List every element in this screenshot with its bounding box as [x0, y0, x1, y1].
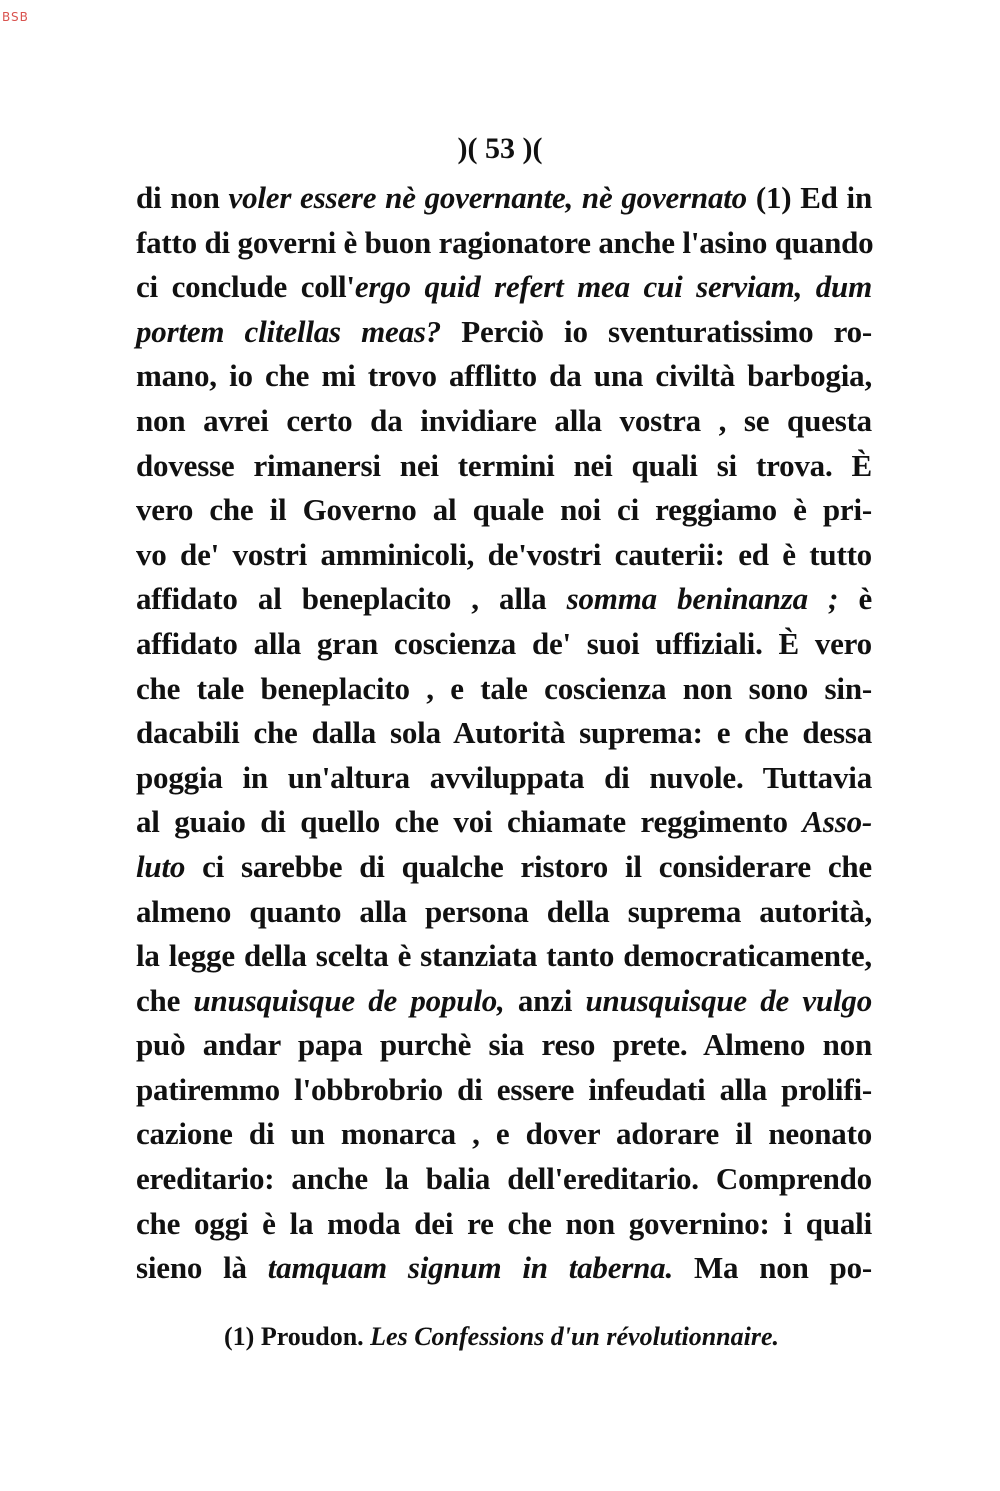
text-segment: non avrei certo da invidiare alla vostra , se questa: [136, 402, 872, 438]
text-line: [136, 221, 872, 266]
text-line: [136, 1157, 872, 1202]
text-line: [136, 399, 872, 444]
text-segment: affidato alla gran coscienza de' suoi uffiziali. È vero: [136, 625, 872, 661]
italic-phrase: luto: [136, 848, 186, 884]
text-line: [136, 1202, 872, 1247]
text-line: [136, 1023, 872, 1068]
text-line: [136, 622, 872, 667]
italic-phrase: voler essere nè governante, nè governato: [228, 180, 747, 215]
text-line: [136, 310, 872, 355]
text-segment: fatto di governi è buon ragionatore anche l'asino quando: [136, 224, 874, 260]
text-segment: ereditario: anche la balia dell'ereditario. Comprendo: [136, 1161, 872, 1197]
text-segment: la legge della scelta è stanziata tanto democraticamente,: [136, 938, 872, 974]
text-segment: Ma non po-: [673, 1250, 872, 1286]
italic-phrase: unusquisque de vulgo: [585, 982, 873, 1018]
text-line: [136, 444, 872, 489]
text-line: [136, 845, 872, 890]
text-segment: vo de' vostri amminicoli, de'vostri cauterii: ed è tutto: [136, 536, 872, 572]
text-line: [136, 711, 872, 756]
text-line: [136, 890, 872, 935]
italic-phrase: unusquisque de populo,: [193, 982, 505, 1018]
text-segment: ci sarebbe di qualche ristoro il considerare che: [185, 848, 872, 884]
text-segment: vero che il Governo al quale noi ci reggiamo è pri-: [136, 492, 872, 528]
text-segment: di non: [136, 180, 229, 215]
text-segment: poggia in un'altura avviluppata di nuvole. Tuttavia: [136, 759, 872, 795]
text-segment: cazione di un monarca , e dover adorare il neonato: [136, 1116, 872, 1152]
text-line: [136, 934, 872, 979]
text-segment: è: [838, 581, 872, 617]
text-segment: anzi: [504, 982, 586, 1018]
text-line: [136, 488, 872, 533]
italic-phrase: somma beninanza ;: [566, 581, 839, 617]
text-line: [136, 1246, 872, 1291]
text-segment: può andar papa purchè sia reso prete. Almeno non: [136, 1027, 872, 1063]
text-line: [136, 800, 872, 845]
text-line: [136, 533, 872, 578]
italic-phrase: ergo quid refert mea cui serviam, dum: [354, 269, 872, 305]
italic-phrase: tamquam signum in taberna.: [267, 1250, 674, 1286]
footnote-ref: (1) Proudon.: [224, 1322, 371, 1351]
text-line: [136, 265, 872, 310]
footnote-title: Les Confessions d'un révolutionnaire.: [370, 1322, 780, 1351]
text-segment: che: [136, 982, 194, 1018]
text-segment: ci conclude coll': [136, 269, 355, 305]
library-watermark: BSB: [2, 10, 29, 24]
text-line: [136, 1112, 872, 1157]
text-segment: mano, io che mi trovo afflitto da una civiltà barbogia,: [136, 358, 872, 394]
text-segment: (1) Ed in: [746, 180, 873, 215]
text-segment: patiremmo l'obbrobrio di essere infeudati alla prolifi-: [136, 1071, 872, 1107]
text-segment: affidato al beneplacito , alla: [136, 581, 567, 617]
italic-phrase: Asso-: [802, 804, 872, 840]
text-segment: Perciò io sventuratissimo ro-: [441, 313, 872, 349]
footnote: [224, 1322, 779, 1352]
text-line: [136, 176, 872, 221]
text-segment: sieno là: [136, 1250, 268, 1286]
italic-phrase: portem clitellas meas?: [136, 313, 442, 349]
text-line: [136, 979, 872, 1024]
text-line: [136, 667, 872, 712]
page-number: )( 53 )(: [457, 132, 543, 165]
text-segment: che oggi è la moda dei re che non governino: i quali: [136, 1205, 872, 1241]
text-segment: al guaio di quello che voi chiamate reggimento: [136, 804, 803, 840]
body-text: [136, 176, 872, 1291]
text-segment: dacabili che dalla sola Autorità suprema: e che dessa: [136, 715, 872, 751]
text-segment: almeno quanto alla persona della suprema autorità,: [136, 893, 872, 929]
text-line: [136, 354, 872, 399]
text-line: [136, 756, 872, 801]
text-segment: che tale beneplacito , e tale coscienza non sono sin-: [136, 670, 872, 706]
text-line: [136, 1068, 872, 1113]
text-line: [136, 577, 872, 622]
text-segment: dovesse rimanersi nei termini nei quali si trova. È: [136, 447, 872, 483]
